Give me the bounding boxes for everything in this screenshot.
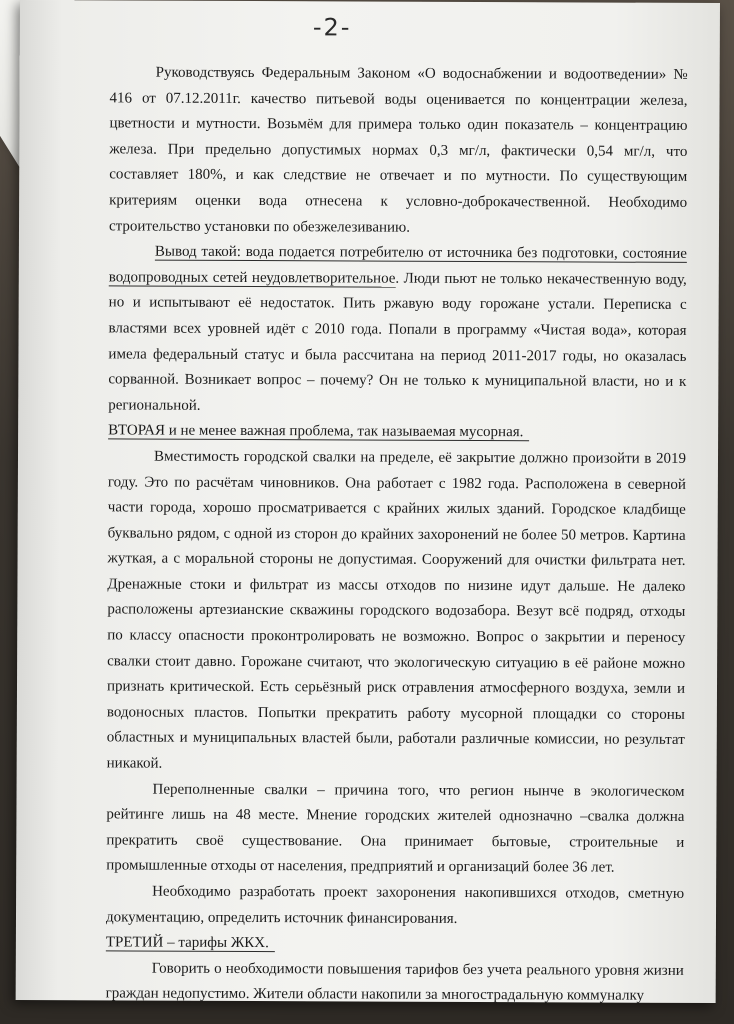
paragraph-conclusion [108, 240, 687, 422]
document-body [106, 60, 688, 1009]
underlined-conclusion: Вывод такой: вода подается потребителю от источника без подготовки, состояние водопроводных сетей неудовлетворительное [108, 243, 687, 287]
heading-second-problem [108, 419, 686, 447]
document-page [16, 0, 720, 1003]
heading-third-problem [106, 931, 684, 959]
paragraph-rating: Переполненные свалки – причина того, что регион нынче в экологическом рейтинге лишь на 48 месте. Мнение городских жителей однозначно –свалка должна прекратить своё существование. Она принимает бытовые, строительные и промышленные отходы от населения, предприятий и организаций более 36 лет. [106, 781, 685, 877]
paragraph-conclusion-text: . Люди пьют не только некачественную воду, но и испытывают её недостаток. Пить ржавую воду горожане устали. Переписка с властями всех уровней идёт с 2010 года. Попали в программу «Чистая вода», которая имела федеральный статус и была рассчитана на период 2011-2017 годы, но оказалась сорванной. Возникает вопрос – почему? Он не только к муниципальной власти, но и к региональной. [108, 270, 687, 414]
heading-second-text: ВТОРАЯ и не менее важная проблема, так называемая мусорная. [108, 423, 529, 442]
paragraph-tariffs: Говорить о необходимости повышения тарифов без учета реального уровня жизни граждан недопустимо. Жители области накопили за многострадальную коммуналку [105, 960, 684, 1005]
paragraph-project: Необходимо разработать проект захоронения накопившихся отходов, сметную документацию, определить источник финансирования. [105, 883, 685, 927]
page-number: -2- [312, 13, 352, 42]
heading-third-text: ТРЕТИЙ – тарифы ЖКХ. [106, 935, 275, 953]
paragraph-landfill: Вместимость городской свалки на пределе, её закрытие должно произойти в 2019 году. Это по расчётам чиновников. Она работает с 1982 года. Расположена в северной части города, хорошо просматривается с крайних жилых зданий. Городское кладбище буквально рядом, с одной из сторон до крайних захоронений не более 50 метров. Картина жуткая, а с моральной стороны не допустимая. Сооружений для очистки фильтрата нет. Дренажные стоки и фильтрат из массы отходов по низине идут дальше. Не далеко расположены артезианские скважины городского водозабора. Везут всё подряд, отходы по классу опасности проконтролировать не возможно. Вопрос о закрытии и переносу свалки стоит давно. Горожане считают, что экологическую ситуацию в её районе можно признать критической. Есть серьёзный риск отравления атмосферного воздуха, земли и водоносных пластов. Попытки прекратить работу мусорной площадки со стороны областных и муниципальных властей были, работали различные комиссии, но результат никакой. [106, 448, 687, 772]
paragraph-water-quality: Руководствуясь Федеральным Законом «О водоснабжении и водоотведении» № 416 от 07.12.2011г. качество питьевой воды оценивается по концентрации железа, цветности и мутности. Возьмём для примера только один показатель – концентрацию железа. При предельно допустимых нормах 0,3 мг/л, фактически 0,54 мг/л, что составляет 180%, и как следствие не отвечает и по мутности. По существующим критериям оценки вода отнесена к условно-доброкачественной. Необходимо строительство установки по обезжелезиванию. [108, 64, 688, 236]
